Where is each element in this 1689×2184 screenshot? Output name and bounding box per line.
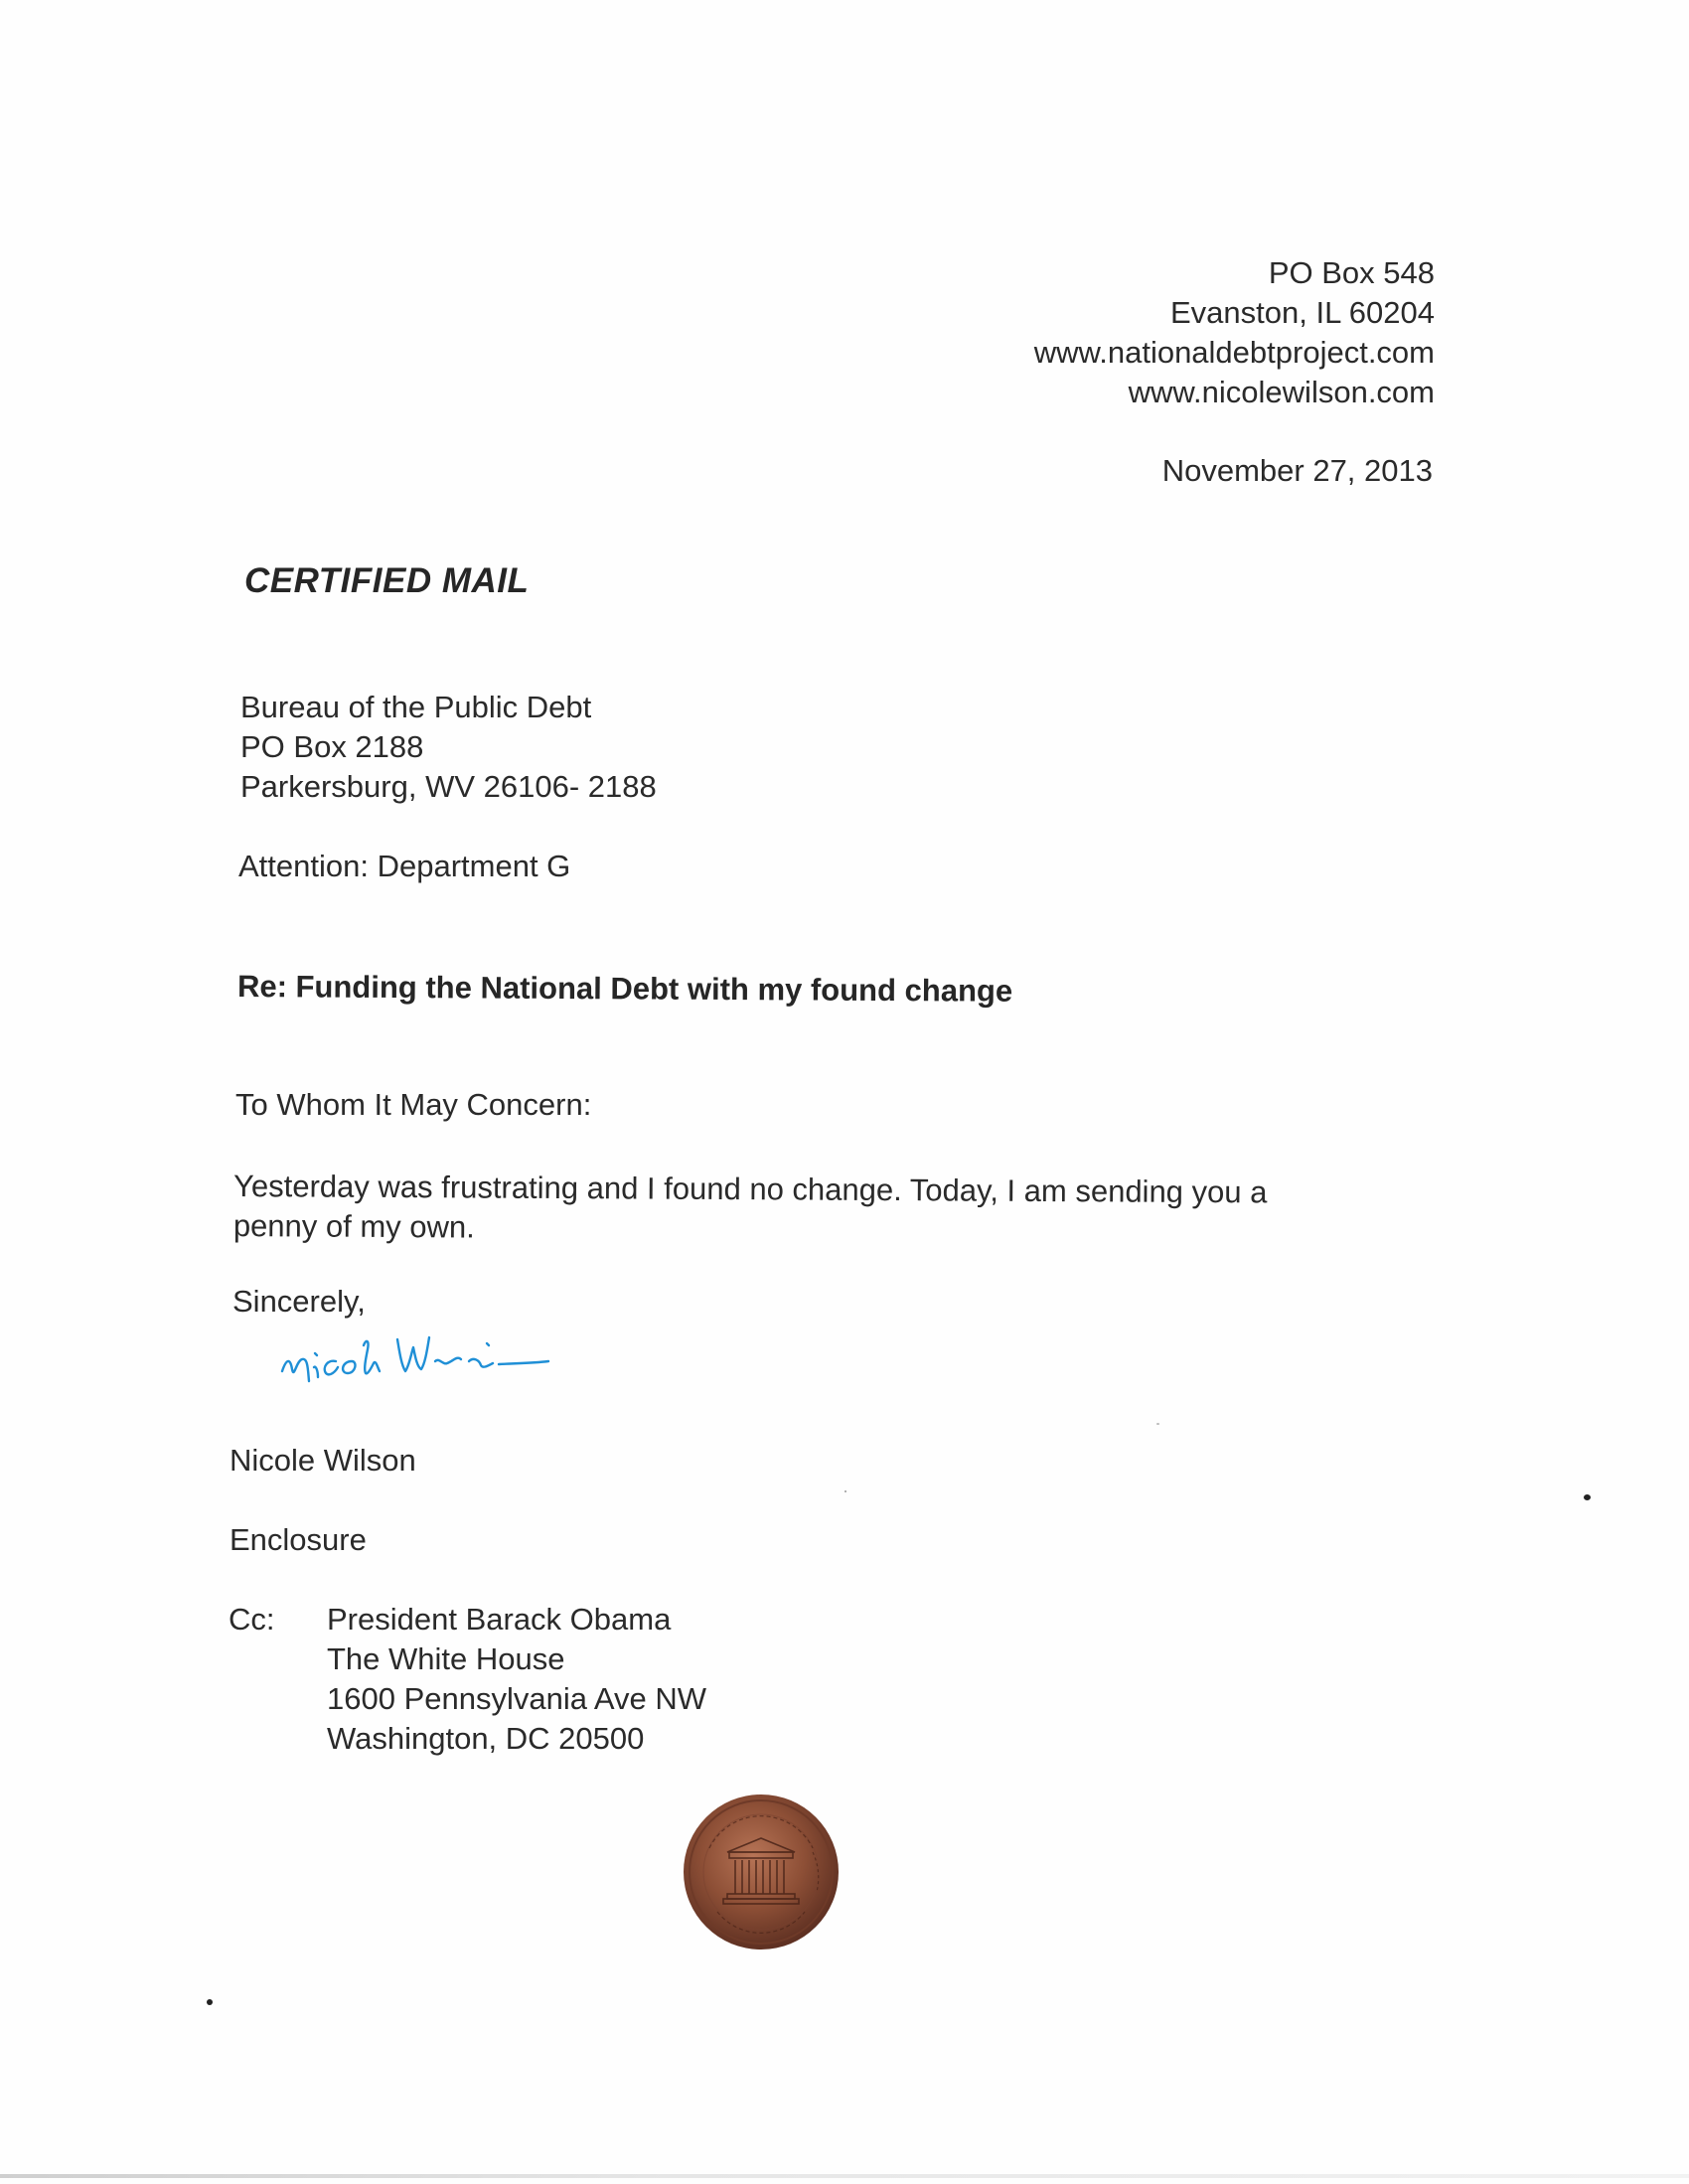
scan-bottom-edge (0, 2174, 1689, 2178)
letter-date: November 27, 2013 (1161, 453, 1433, 488)
penny-coin-icon (682, 1793, 841, 1951)
recipient-address (240, 688, 657, 807)
scan-speck (207, 1999, 213, 2005)
scan-speck (1156, 1423, 1159, 1425)
recipient-city-state-zip: Parkersburg, WV 26106- 2188 (240, 769, 657, 804)
sender-website-project: www.nationaldebtproject.com (1033, 335, 1435, 370)
cc-city-state-zip: Washington, DC 20500 (327, 1721, 645, 1756)
enclosure-note: Enclosure (230, 1522, 367, 1557)
cc-organization: The White House (327, 1641, 565, 1676)
sender-po-box: PO Box 548 (1268, 255, 1435, 290)
attention-line: Attention: Department G (238, 849, 571, 883)
cc-address (327, 1600, 706, 1759)
letter-body (233, 1167, 1376, 1253)
body-line-2: penny of my own. (232, 1208, 475, 1245)
sender-website-personal: www.nicolewilson.com (1128, 375, 1435, 409)
sender-address (1034, 253, 1435, 412)
certified-mail-heading: CERTIFIED MAIL (244, 561, 530, 600)
body-line-1: Yesterday was frustrating and I found no change. Today, I am sending you a (233, 1169, 1268, 1210)
cc-street: 1600 Pennsylvania Ave NW (327, 1681, 706, 1716)
sender-city-state-zip: Evanston, IL 60204 (1170, 295, 1435, 330)
closing: Sincerely, (232, 1284, 366, 1319)
recipient-po-box: PO Box 2188 (240, 729, 424, 764)
subject-line: Re: Funding the National Debt with my found change (236, 969, 1013, 1009)
scan-speck (1584, 1494, 1591, 1500)
recipient-name: Bureau of the Public Debt (240, 690, 592, 724)
handwritten-signature (278, 1310, 596, 1399)
cc-name: President Barack Obama (327, 1602, 672, 1637)
salutation: To Whom It May Concern: (235, 1087, 592, 1122)
cc-label: Cc: (229, 1602, 275, 1637)
signer-name: Nicole Wilson (230, 1443, 416, 1478)
scan-speck (844, 1490, 846, 1492)
